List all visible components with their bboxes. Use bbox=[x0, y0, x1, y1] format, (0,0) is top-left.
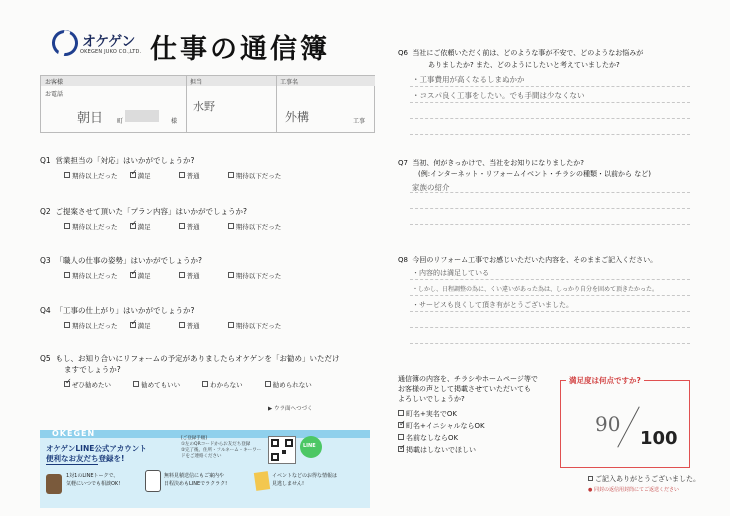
feature-1: 1対1のLINEトークで、 気軽にいつでも相談OK! bbox=[66, 473, 121, 487]
q8-answer-1: ・内容的は満足している bbox=[412, 269, 489, 277]
q4-option-2[interactable]: ✓ 満足 bbox=[130, 322, 151, 330]
q5-options bbox=[64, 380, 312, 389]
work-label: 工事名 bbox=[280, 79, 299, 86]
customer-name-value: 朝日 bbox=[77, 111, 104, 126]
customer-name-label: お客様 bbox=[45, 79, 64, 86]
q8-number: Q8 bbox=[398, 256, 408, 264]
q7-answer-1: 家族の紹介 bbox=[412, 183, 450, 192]
q1-number: Q1 bbox=[40, 156, 51, 165]
q5-number: Q5 bbox=[40, 354, 51, 363]
publish-option-4[interactable]: ✓掲載はしないでほしい bbox=[398, 444, 485, 456]
q3-option-1[interactable]: 期待以上だった bbox=[64, 272, 118, 280]
phone-label: お電話 bbox=[45, 91, 64, 98]
satisfaction-box bbox=[560, 380, 690, 468]
q5-text-line2: ますでしょうか? bbox=[64, 365, 121, 374]
q2-option-2[interactable]: ✓ 満足 bbox=[130, 223, 151, 231]
publish-option-2[interactable]: ✓町名+イニシャルならOK bbox=[398, 420, 485, 432]
qr-code-icon[interactable] bbox=[268, 436, 296, 464]
q3-option-4[interactable]: 期待以下だった bbox=[228, 272, 282, 280]
q5-question bbox=[40, 353, 370, 364]
work-value: 外構 bbox=[285, 110, 310, 124]
info-icon: ● bbox=[588, 487, 593, 493]
q6-text-line2: ありましたか? また、どのようにしたいと考えていましたか? bbox=[428, 61, 620, 69]
q3-number: Q3 bbox=[40, 256, 51, 265]
banner-title-line2: 便利なお友だち登録を! bbox=[46, 454, 125, 463]
thanks-message: ご記入ありがとうございました。 bbox=[588, 474, 700, 484]
q3-option-3[interactable]: 普通 bbox=[179, 272, 200, 280]
q2-options bbox=[64, 222, 281, 231]
continue-note: ▶ ウラ面へつづく bbox=[268, 406, 313, 412]
town-label: 町 bbox=[117, 118, 124, 125]
publish-options bbox=[398, 408, 485, 456]
q3-option-2[interactable]: ✓ 満足 bbox=[130, 272, 151, 280]
satisfaction-label: 満足度は何点ですか? bbox=[566, 375, 644, 386]
publish-option-1[interactable]: 町名+実名でOK bbox=[398, 408, 485, 420]
q2-option-4[interactable]: 期待以下だった bbox=[228, 223, 282, 231]
q7-text-line2: (例:インターネット・リフォームイベント・チラシの種類・以前から など) bbox=[418, 170, 651, 178]
q4-text: 「工事の仕上がり」はいかがでしょうか? bbox=[55, 306, 195, 315]
q4-option-3[interactable]: 普通 bbox=[179, 322, 200, 330]
q2-question bbox=[40, 206, 247, 217]
q4-options bbox=[64, 321, 281, 330]
logo-text: オケゲン bbox=[82, 34, 135, 50]
q6-text-line1: 当社にご依頼いただく前は、どのような事が不安で、どのようなお悩みが bbox=[412, 49, 644, 57]
q1-option-3[interactable]: 普通 bbox=[179, 172, 200, 180]
redacted-name bbox=[125, 110, 159, 122]
q3-question bbox=[40, 255, 202, 266]
q2-text: ご提案させて頂いた「プラン内容」はいかがでしょうか? bbox=[55, 207, 247, 216]
q7-question bbox=[398, 158, 584, 168]
q3-options bbox=[64, 271, 281, 280]
publish-option-3[interactable]: 名前なしならOK bbox=[398, 432, 485, 444]
q7-number: Q7 bbox=[398, 159, 408, 167]
q8-question bbox=[398, 255, 657, 265]
banner-instructions: [ご登録手順] ①左のQRコードからお友だち登録 ②完了後、住所・フルネーム・キーワードをご連絡ください bbox=[181, 436, 262, 459]
flyer-icon bbox=[254, 471, 270, 491]
customer-info-box bbox=[40, 75, 375, 133]
q4-option-4[interactable]: 期待以下だった bbox=[228, 322, 282, 330]
feature-2: 無料見積送信にもご案内や 日程決めもLINEでラクラク! bbox=[164, 473, 228, 487]
q1-option-1[interactable]: 期待以上だった bbox=[64, 172, 118, 180]
q2-number: Q2 bbox=[40, 207, 51, 216]
q2-option-1[interactable]: 期待以上だった bbox=[64, 223, 118, 231]
smartphone-icon bbox=[145, 470, 161, 492]
q4-number: Q4 bbox=[40, 306, 51, 315]
work-suffix: 工事 bbox=[353, 118, 366, 125]
return-note: ● 同封の返信用封筒にてご返送ください bbox=[588, 487, 679, 493]
q1-question bbox=[40, 155, 194, 166]
line-app-label: LINE bbox=[303, 443, 316, 449]
q6-answer-1: ・工事費用が高くなるしまぬかか bbox=[412, 75, 525, 84]
q5-option-1[interactable]: ✓ぜひ勧めたい bbox=[64, 381, 111, 389]
q5-option-2[interactable]: 勧めてもいい bbox=[133, 381, 180, 389]
q2-option-3[interactable]: 普通 bbox=[179, 223, 200, 231]
q3-text: 「職人の仕事の姿勢」はいかがでしょうか? bbox=[55, 256, 202, 265]
page-title: 仕事の通信簿 bbox=[150, 34, 330, 65]
q8-answer-3: ・サービスも良くして頂き有がとうございました。 bbox=[412, 301, 573, 309]
q8-answer-2: ・しかし、日程調整の為に、くい違いがあった為は、しっかり自分を固めて頂きたかった。 bbox=[412, 286, 658, 293]
q4-option-1[interactable]: 期待以上だった bbox=[64, 322, 118, 330]
feature-3: イベントなどのお得な情報は 見逃しません! bbox=[272, 473, 338, 487]
satisfaction-score: 90 bbox=[595, 412, 621, 436]
q1-option-4[interactable]: 期待以下だった bbox=[228, 172, 282, 180]
arrow-right-icon: ▶ bbox=[268, 406, 273, 412]
banner-brand: OKEGEN bbox=[52, 429, 96, 438]
q5-option-3[interactable]: わからない bbox=[202, 381, 243, 389]
q4-question bbox=[40, 305, 194, 316]
q1-option-2[interactable]: ✓ 満足 bbox=[130, 172, 151, 180]
q6-answer-2: ・コスパ良く工事をしたい。でも手間は少なくない bbox=[412, 91, 585, 100]
staff-value: 水野 bbox=[193, 100, 215, 113]
okegen-logo-icon bbox=[48, 26, 81, 59]
thumbs-up-icon bbox=[46, 474, 62, 494]
q6-question bbox=[398, 48, 643, 58]
q8-text: 今回のリフォーム工事でお感じいただいた内容を、そのままご記入ください。 bbox=[412, 256, 658, 264]
satisfaction-max: 100 bbox=[640, 428, 678, 449]
sama-label: 様 bbox=[171, 118, 178, 125]
staff-label: 担当 bbox=[190, 79, 203, 86]
publish-question: 通信簿の内容を、チラシやホームページ等で お客様の声として掲載させていただいても よろしいでしょうか? bbox=[398, 375, 538, 403]
q5-option-4[interactable]: 勧められない bbox=[265, 381, 312, 389]
q7-text-line1: 当初、何がきっかけで、当社をお知りになりましたか? bbox=[412, 159, 584, 167]
q5-text-line1: もし、お知り合いにリフォームの予定がありましたらオケゲンを「お勧め」いただけ bbox=[55, 354, 340, 363]
q6-number: Q6 bbox=[398, 49, 408, 57]
banner-title-line1: オケゲンLINE公式アカウント bbox=[46, 444, 147, 453]
q1-text: 営業担当の「対応」はいかがでしょうか? bbox=[55, 156, 195, 165]
logo-subtext: OKEGEN JUKO CO.,LTD. bbox=[80, 49, 142, 55]
q1-options bbox=[64, 171, 281, 180]
